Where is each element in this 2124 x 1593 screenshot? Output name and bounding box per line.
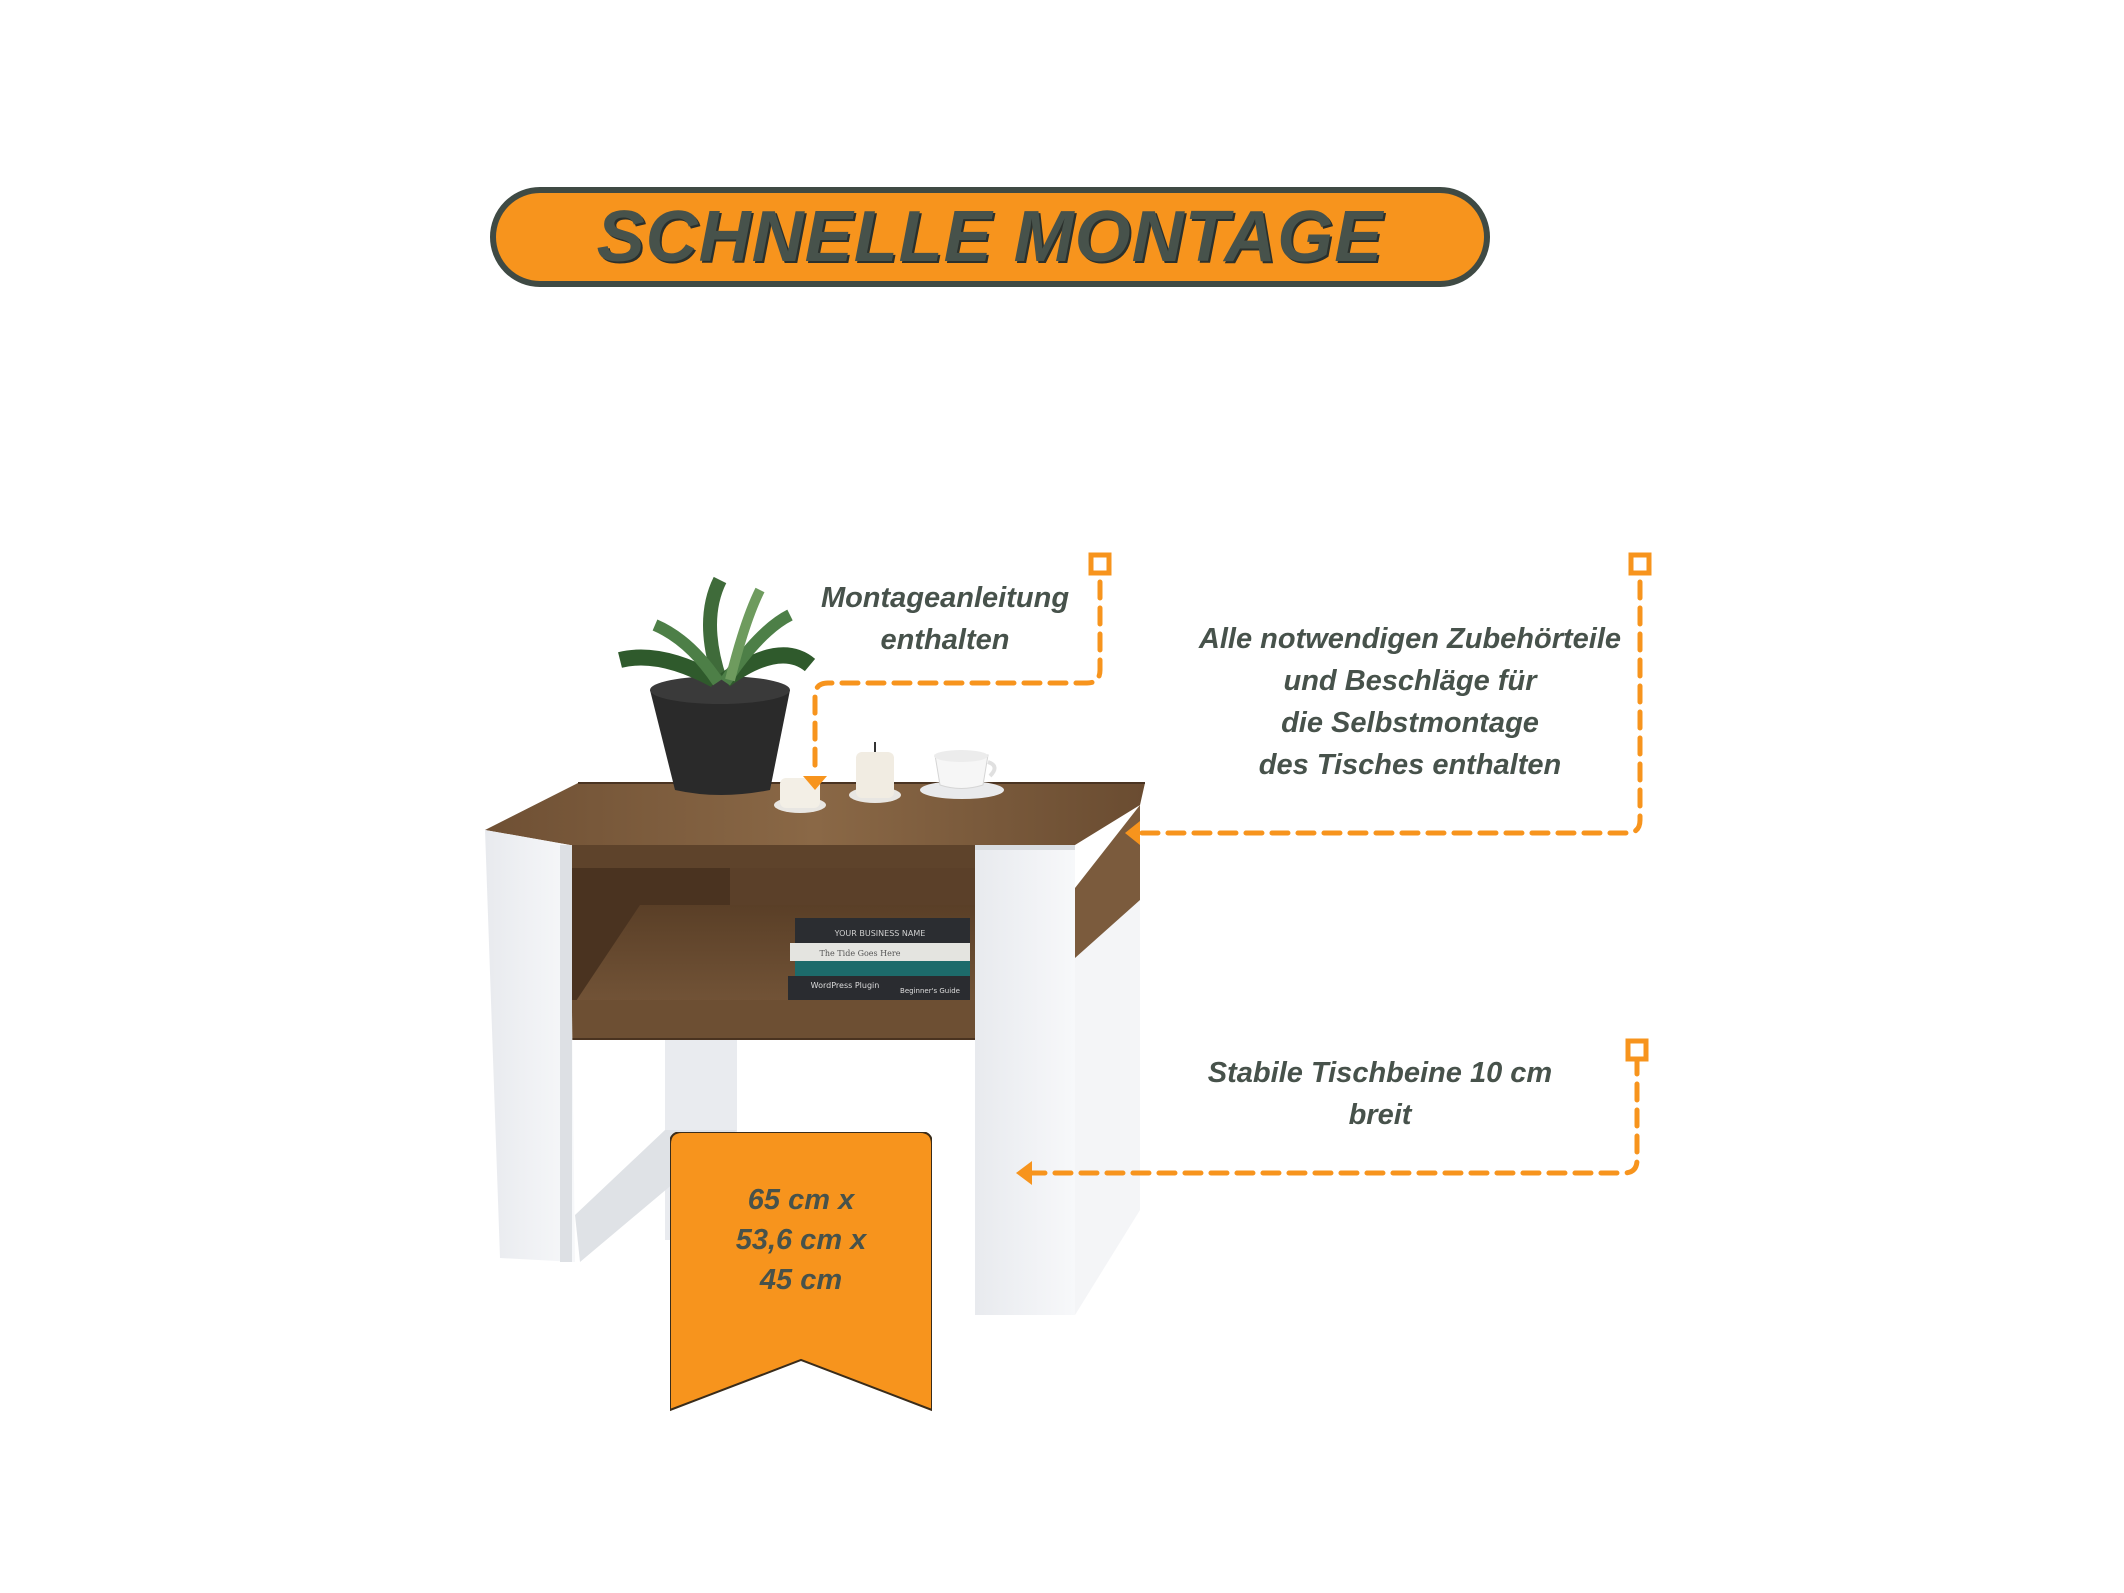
callout-legs xyxy=(1180,1052,1580,1136)
dimension-width: 65 cm x xyxy=(747,1184,855,1216)
book-spine-3: WordPress Plugin xyxy=(810,981,880,990)
dimensions-text xyxy=(670,1180,932,1300)
callout-accessories xyxy=(1180,618,1640,786)
callout-accessories-line-3: die Selbstmontage xyxy=(1281,707,1539,739)
callout-manual-line-1: Montageanleitung xyxy=(820,582,1070,614)
callout-manual xyxy=(800,577,1090,661)
callout-legs-line-1: Stabile Tischbeine 10 cm xyxy=(1207,1057,1553,1089)
book-spine-2: The Tide Goes Here xyxy=(819,949,901,958)
dimension-height: 45 cm xyxy=(759,1264,843,1296)
anchor-legs xyxy=(1628,1041,1646,1059)
plant xyxy=(620,580,810,795)
callout-accessories-line-4: des Tisches enthalten xyxy=(1258,749,1562,781)
callout-accessories-line-1: Alle notwendigen Zubehörteile xyxy=(1198,623,1622,655)
anchor-manual xyxy=(1091,555,1109,573)
callout-manual-line-2: enthalten xyxy=(880,624,1010,656)
books xyxy=(788,918,970,1000)
dimension-depth: 53,6 cm x xyxy=(735,1224,867,1256)
coffee-cup xyxy=(920,750,1004,799)
page-title: SCHNELLE MONTAGE xyxy=(596,197,1384,277)
book-spine-4: Beginner's Guide xyxy=(900,987,960,995)
callout-accessories-line-2: und Beschläge für xyxy=(1283,665,1537,697)
anchor-accessories xyxy=(1631,555,1649,573)
table-left-leg xyxy=(485,830,575,1262)
book-spine-1: YOUR BUSINESS NAME xyxy=(834,929,926,938)
callout-legs-line-2: breit xyxy=(1348,1099,1412,1131)
